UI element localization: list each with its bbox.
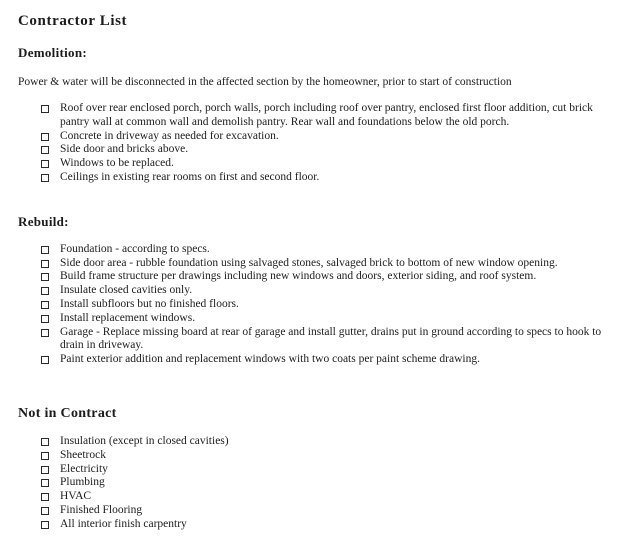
- list-item: [41, 312, 619, 326]
- list-item-text: Install subfloors but no finished floors.: [60, 297, 239, 310]
- list-item-text: Garage - Replace missing board at rear of garage and install gutter, drains put in ground according to specs to hook to drain in driveway.: [60, 325, 602, 352]
- list-item-text: Ceilings in existing rear rooms on first and second floor.: [60, 170, 320, 183]
- checkbox-list: [18, 435, 628, 532]
- checkbox-square-icon: [41, 452, 49, 460]
- list-item-text: Electricity: [60, 462, 108, 475]
- list-item-text: Concrete in driveway as needed for excavation.: [60, 129, 279, 142]
- list-item: [41, 257, 619, 271]
- list-item: [41, 171, 619, 185]
- list-item-text: Install replacement windows.: [60, 311, 196, 324]
- list-item-text: Paint exterior addition and replacement windows with two coats per paint scheme drawing.: [60, 353, 480, 366]
- list-item: [41, 490, 619, 504]
- checkbox-square-icon: [41, 507, 49, 515]
- checkbox-square-icon: [41, 174, 49, 182]
- list-item-text: HVAC: [60, 490, 92, 503]
- list-item-text: Side door and bricks above.: [60, 143, 189, 156]
- list-item: [41, 518, 619, 532]
- list-item: [41, 449, 619, 463]
- section-intro: Power & water will be disconnected in the affected section by the homeowner, prior to start of construction: [18, 76, 512, 88]
- checkbox-square-icon: [41, 493, 49, 501]
- list-item: [41, 504, 619, 518]
- checkbox-square-icon: [41, 146, 49, 154]
- checkbox-square-icon: [41, 438, 49, 446]
- checkbox-list: [18, 102, 628, 185]
- checkbox-square-icon: [41, 315, 49, 323]
- list-item: [41, 130, 619, 144]
- checkbox-square-icon: [41, 521, 49, 529]
- checkbox-square-icon: [41, 301, 49, 309]
- document-title: Contractor List: [18, 13, 128, 29]
- list-item: [41, 270, 619, 284]
- checkbox-square-icon: [41, 479, 49, 487]
- list-item-text: Insulation (except in closed cavities): [60, 434, 229, 447]
- list-item-text: Insulate closed cavities only.: [60, 284, 193, 297]
- list-item: [41, 476, 619, 490]
- list-item: [41, 353, 619, 367]
- checkbox-square-icon: [41, 133, 49, 141]
- list-item-text: Plumbing: [60, 476, 105, 489]
- list-item-text: Side door area - rubble foundation using salvaged stones, salvaged brick to bottom of new window opening.: [60, 256, 558, 269]
- list-item: [41, 298, 619, 312]
- list-item: [41, 284, 619, 298]
- list-item: [41, 102, 619, 130]
- section-heading: Rebuild:: [18, 213, 69, 229]
- section-heading: Not in Contract: [18, 405, 117, 421]
- list-item-text: Windows to be replaced.: [60, 157, 174, 170]
- checkbox-square-icon: [41, 160, 49, 168]
- list-item: [41, 243, 619, 257]
- list-item: [41, 463, 619, 477]
- section: [18, 214, 628, 367]
- checkbox-square-icon: [41, 105, 49, 113]
- checkbox-square-icon: [41, 246, 49, 254]
- checkbox-square-icon: [41, 329, 49, 337]
- list-item-text: Foundation - according to specs.: [60, 242, 210, 255]
- checkbox-list: [18, 243, 628, 367]
- checkbox-square-icon: [41, 287, 49, 295]
- section-heading: Demolition:: [18, 45, 88, 60]
- list-item: [41, 326, 619, 354]
- list-item-text: Sheetrock: [60, 448, 106, 461]
- list-item-text: Finished Flooring: [60, 503, 143, 516]
- checkbox-square-icon: [41, 273, 49, 281]
- list-item: [41, 435, 619, 449]
- section: [18, 406, 628, 532]
- list-item: [41, 143, 619, 157]
- checkbox-square-icon: [41, 466, 49, 474]
- checkbox-square-icon: [41, 356, 49, 364]
- list-item-text: Roof over rear enclosed porch, porch walls, porch including roof over pantry, enclosed first floor addition, cut brick pantry wall at common wall and demolish pantry. Rear wall and foundations below the old porch.: [60, 102, 593, 128]
- section: [18, 45, 628, 185]
- list-item-text: Build frame structure per drawings including new windows and doors, exterior siding, and roof system.: [60, 270, 537, 283]
- checkbox-square-icon: [41, 260, 49, 268]
- list-item: [41, 157, 619, 171]
- list-item-text: All interior finish carpentry: [60, 517, 187, 530]
- document-sections: [18, 45, 628, 532]
